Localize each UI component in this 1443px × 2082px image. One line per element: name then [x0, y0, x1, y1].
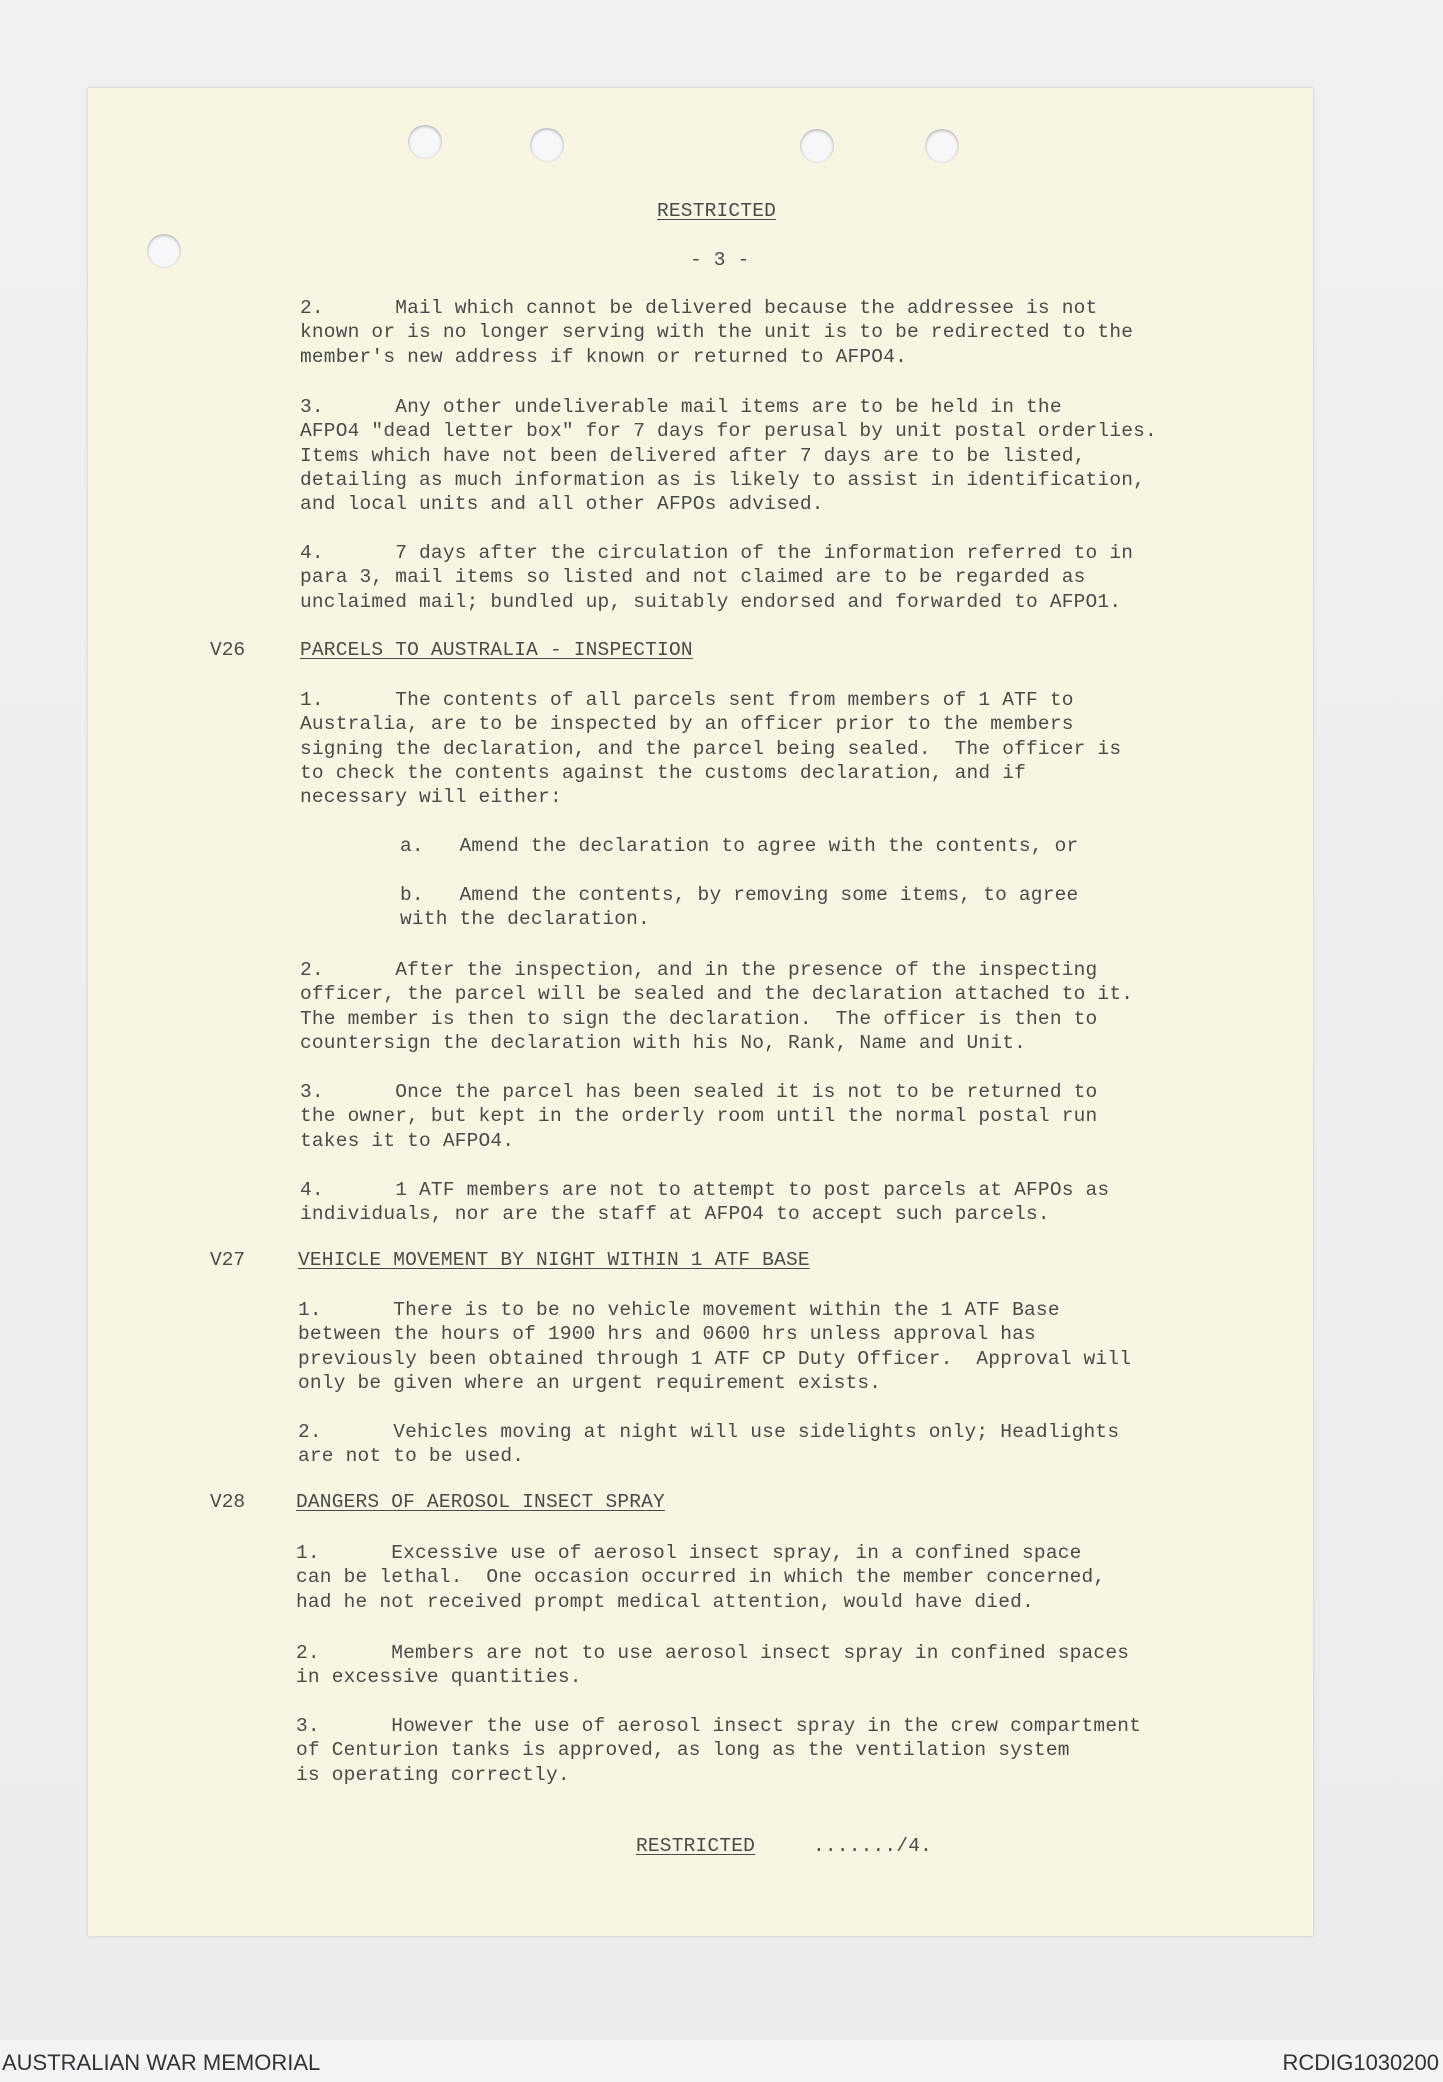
section-heading-v27: VEHICLE MOVEMENT BY NIGHT WITHIN 1 ATF BASE [298, 1249, 810, 1271]
paragraph-mail-redirect: 2. Mail which cannot be delivered because the addressee is not known or is no longer serving with the unit is to be redirected to the member's new address if known or returned to AFPO4. [300, 297, 1134, 368]
section-number-v26: V26 [210, 639, 246, 661]
paragraph-sidelights: 2. Vehicles moving at night will use sidelights only; Headlights are not to be used. [298, 1421, 1120, 1468]
paragraph-unclaimed-mail: 4. 7 days after the circulation of the information referred to in para 3, mail items so listed and not claimed are to be regarded as unclaimed mail; bundled up, suitably endorsed and forwarded to AFPO1. [300, 542, 1134, 613]
paragraph-parcel-individuals: 4. 1 ATF members are not to attempt to post parcels at AFPOs as individuals, nor are the staff at AFPO4 to accept such parcels. [300, 1179, 1110, 1226]
punch-hole [530, 128, 564, 162]
archive-source-label: AUSTRALIAN WAR MEMORIAL [2, 2050, 321, 2075]
paragraph-parcel-orderly-room: 3. Once the parcel has been sealed it is not to be returned to the owner, but kept in the orderly room until the normal postal run takes it to AFPO4. [300, 1081, 1098, 1152]
subparagraph-b: b. Amend the contents, by removing some items, to agree with the declaration. [400, 884, 1079, 931]
page-number: - 3 - [690, 249, 750, 271]
punch-hole [147, 234, 181, 268]
subparagraph-a: a. Amend the declaration to agree with the contents, or [400, 835, 1079, 857]
footer-classification: RESTRICTED [636, 1835, 756, 1857]
section-heading-v28: DANGERS OF AEROSOL INSECT SPRAY [296, 1491, 665, 1513]
section-number-v27: V27 [210, 1249, 246, 1271]
section-number-v28: V28 [210, 1491, 246, 1513]
paragraph-vehicle-movement: 1. There is to be no vehicle movement within the 1 ATF Base between the hours of 1900 hrs and 0600 hrs unless approval has previously been obtained through 1 ATF CP Duty Officer. Approval will only be given where an urgent requirement exists. [298, 1299, 1132, 1394]
paragraph-parcel-sealing: 2. After the inspection, and in the presence of the inspecting officer, the parcel will be sealed and the declaration attached to it. The member is then to sign the declaration. The officer is then to countersign the declaration with his No, Rank, Name and Unit. [300, 959, 1134, 1054]
punch-hole [408, 125, 442, 159]
header-classification: RESTRICTED [657, 200, 777, 222]
paragraph-dead-letter-box: 3. Any other undeliverable mail items are to be held in the AFPO4 "dead letter box" for 7 days for perusal by unit postal orderlies. Items which have not been delivered after 7 days are to be listed, detailing as much information as is likely to assist in identification, and local units and all other AFPOs advised. [300, 396, 1157, 516]
archive-reference-label: RCDIG1030200 [1282, 2050, 1439, 2075]
punch-hole [925, 129, 959, 163]
continuation-marker: ......./4. [813, 1835, 933, 1857]
paragraph-aerosol-centurion: 3. However the use of aerosol insect spray in the crew compartment of Centurion tanks is approved, as long as the ventilation system is operating correctly. [296, 1715, 1142, 1786]
paragraph-aerosol-quantities: 2. Members are not to use aerosol insect spray in confined spaces in excessive quantities. [296, 1642, 1130, 1689]
paragraph-aerosol-lethal: 1. Excessive use of aerosol insect spray, in a confined space can be lethal. One occasion occurred in which the member concerned, had he not received prompt medical attention, would have died. [296, 1542, 1106, 1613]
punch-hole [800, 129, 834, 163]
section-heading-v26: PARCELS TO AUSTRALIA - INSPECTION [300, 639, 693, 661]
paragraph-parcel-inspection: 1. The contents of all parcels sent from members of 1 ATF to Australia, are to be inspected by an officer prior to the members signing the declaration, and the parcel being sealed. The officer is to check the contents against the customs declaration, and if necessary will either: [300, 689, 1122, 809]
